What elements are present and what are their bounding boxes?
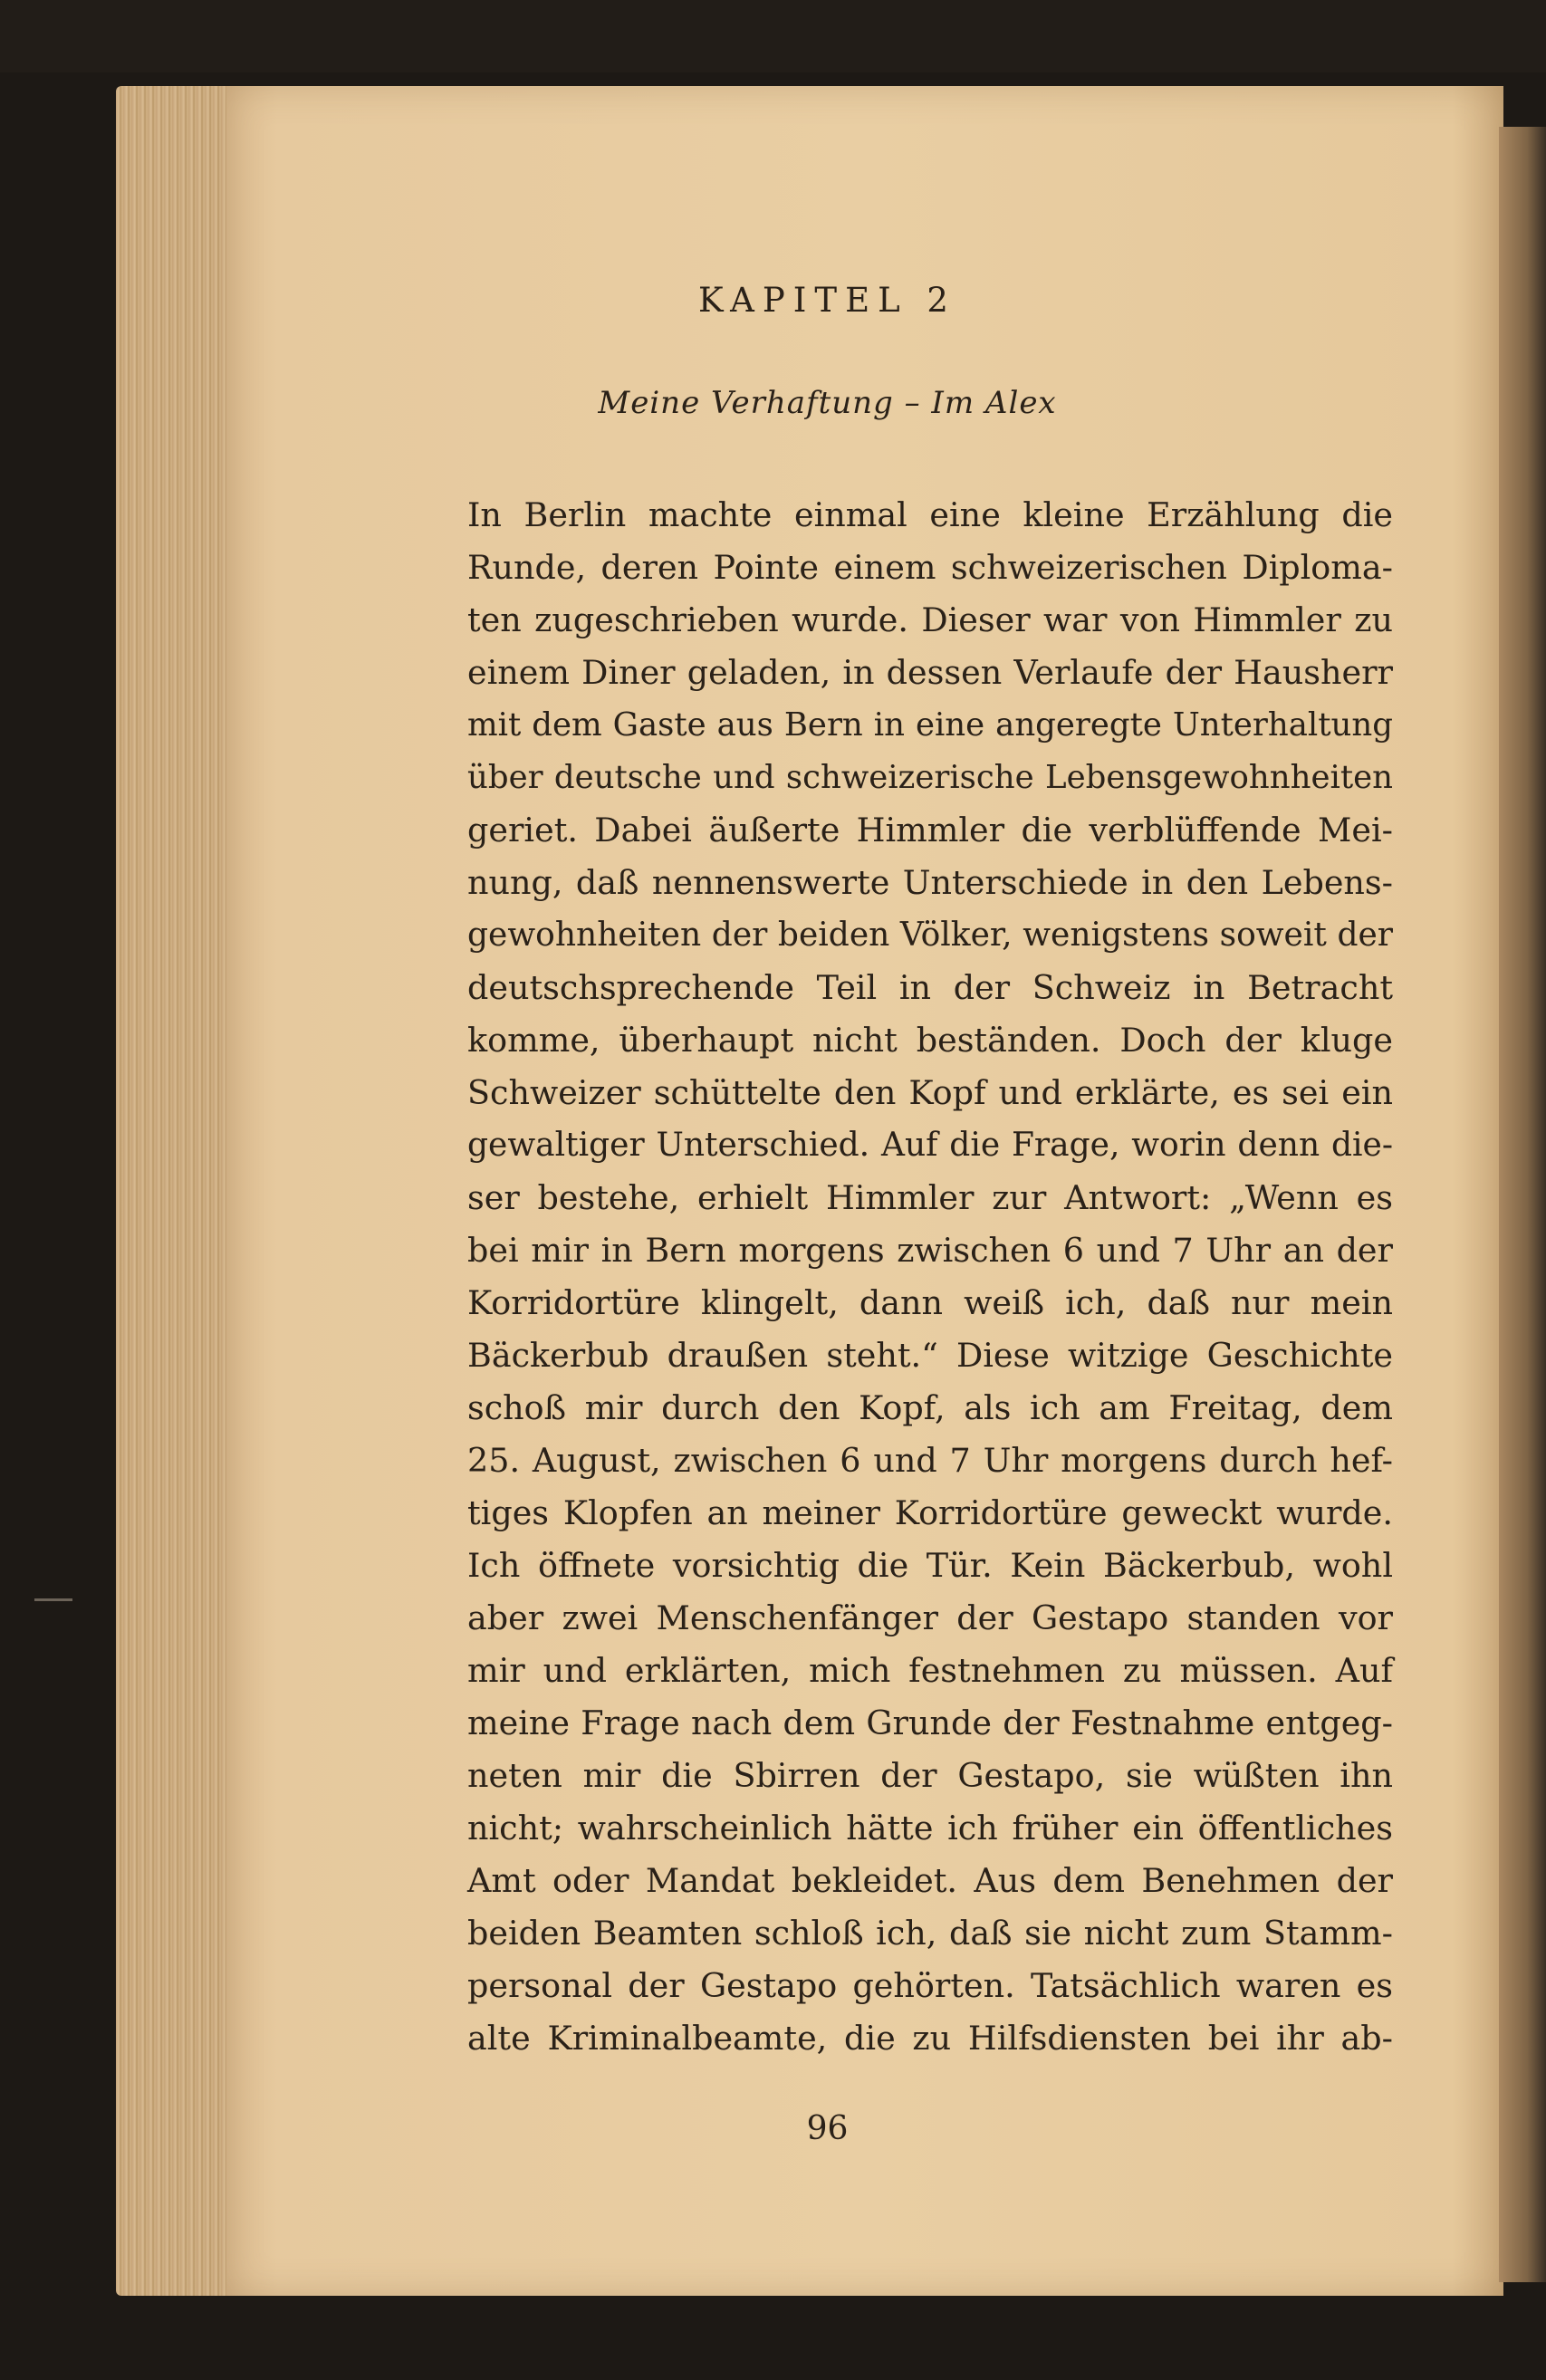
body-line: geriet. Dabei äußerte Himmler die verblüffende Mei- bbox=[467, 811, 1393, 849]
body-line: nung, daß nennenswerte Unterschiede in den Lebens- bbox=[467, 863, 1393, 902]
body-line: Runde, deren Pointe einem schweizerischen Diploma- bbox=[467, 548, 1393, 587]
body-line: mir und erklärten, mich festnehmen zu müssen. Auf bbox=[467, 1651, 1393, 1690]
body-line: Ich öffnete vorsichtig die Tür. Kein Bäckerbub, wohl bbox=[467, 1546, 1393, 1585]
body-line: In Berlin machte einmal eine kleine Erzählung die bbox=[467, 495, 1393, 534]
body-line: Amt oder Mandat bekleidet. Aus dem Benehmen der bbox=[467, 1861, 1393, 1900]
body-line: gewaltiger Unterschied. Auf die Frage, worin denn die- bbox=[467, 1127, 1393, 1164]
body-line: mit dem Gaste aus Bern in eine angeregte Unterhaltung bbox=[467, 706, 1393, 744]
page-number: 96 bbox=[806, 2110, 849, 2147]
body-line: ten zugeschrieben wurde. Dieser war von Himmler zu bbox=[467, 600, 1393, 639]
scan-margin-mark bbox=[34, 1598, 72, 1601]
body-line: ser bestehe, erhielt Himmler zur Antwort: „Wenn es bbox=[467, 1178, 1393, 1217]
body-line: personal der Gestapo gehörten. Tatsächlich waren es bbox=[467, 1966, 1393, 2005]
body-line: komme, überhaupt nicht beständen. Doch der kluge bbox=[467, 1021, 1393, 1060]
book-gutter bbox=[1499, 127, 1546, 2282]
body-text bbox=[467, 489, 1393, 2065]
body-line: Schweizer schüttelte den Kopf und erklärte, es sei ein bbox=[467, 1073, 1393, 1112]
chapter-subtitle: Meine Verhaftung – Im Alex bbox=[598, 385, 1057, 421]
body-line: Bäckerbub draußen steht.“ Diese witzige Geschichte bbox=[467, 1336, 1393, 1375]
body-line: alte Kriminalbeamte, die zu Hilfsdiensten bei ihr ab- bbox=[467, 2019, 1393, 2058]
body-line: tiges Klopfen an meiner Korridortüre geweckt wurde. bbox=[467, 1493, 1393, 1532]
body-line: 25. August, zwischen 6 und 7 Uhr morgens durch hef- bbox=[467, 1441, 1393, 1480]
body-line: beiden Beamten schloß ich, daß sie nicht zum Stamm- bbox=[467, 1914, 1393, 1953]
body-line: meine Frage nach dem Grunde der Festnahme entgeg- bbox=[467, 1703, 1393, 1742]
chapter-label: KAPITEL 2 bbox=[698, 281, 956, 320]
body-line: gewohnheiten der beiden Völker, wenigstens soweit der bbox=[467, 916, 1393, 954]
body-line: Korridortüre klingelt, dann weiß ich, daß nur mein bbox=[467, 1283, 1393, 1322]
body-line: über deutsche und schweizerische Lebensgewohnheiten bbox=[467, 759, 1393, 796]
body-line: aber zwei Menschenfänger der Gestapo standen vor bbox=[467, 1598, 1393, 1637]
body-line: bei mir in Bern morgens zwischen 6 und 7 Uhr an der bbox=[467, 1231, 1393, 1270]
body-line: neten mir die Sbirren der Gestapo, sie wüßten ihn bbox=[467, 1756, 1393, 1795]
body-line: deutschsprechende Teil in der Schweiz in Betracht bbox=[467, 968, 1393, 1007]
body-line: nicht; wahrscheinlich hätte ich früher ein öffentliches bbox=[467, 1809, 1393, 1847]
body-line: einem Diner geladen, in dessen Verlaufe der Hausherr bbox=[467, 653, 1393, 692]
body-line: schoß mir durch den Kopf, als ich am Freitag, dem bbox=[467, 1388, 1393, 1427]
